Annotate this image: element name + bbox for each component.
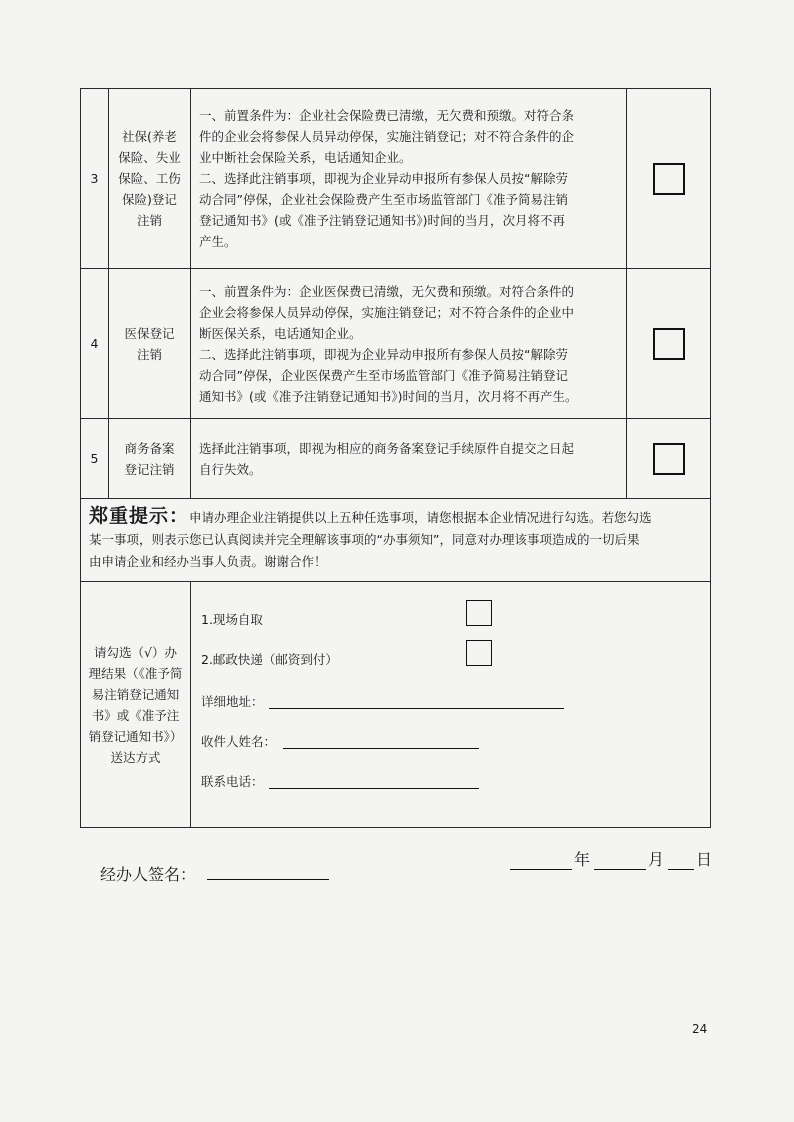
checkbox-cell — [627, 269, 711, 419]
table-row — [81, 419, 711, 499]
row-number: 3 — [81, 89, 109, 269]
day-label: 日 — [696, 850, 713, 869]
item-description: 一、前置条件为：企业医保费已清缴，无欠费和预缴。对符合条件的 企业会将参保人员异动停保，实施注销登记；对不符合条件的企业中 断医保关系，电话通知企业。 二、选择此注销事项，即视为企业异动申报所有参保人员按“解除劳 动合同”停保，企业医保费产生至市场监管部门《准予简易注销登记 通知书》(或《准予注销登记通知书》)时间的当月，次月将不再产生。 — [191, 269, 627, 419]
phone-input[interactable] — [269, 788, 479, 789]
delivery-method-label: 请勾选（√）办 理结果（《准予简 易注销登记通知 书》或《准予注 销登记通知书》） 送达方式 — [81, 582, 191, 828]
recipient-field — [201, 720, 702, 760]
deregistration-items-table — [80, 88, 711, 828]
pickup-option — [201, 600, 702, 636]
notice-text: 某一事项，则表示您已认真阅读并完全理解该事项的“办事须知”，同意对办理该事项造成的一切后果 — [89, 532, 640, 547]
pickup-checkbox[interactable] — [466, 600, 492, 626]
address-label: 详细地址： — [201, 694, 264, 709]
item-name: 商务备案 登记注销 — [109, 419, 191, 499]
address-field — [201, 680, 702, 720]
signature-label: 经办人签名： — [100, 865, 197, 884]
recipient-label: 收件人姓名： — [201, 734, 277, 749]
item-description: 选择此注销事项，即视为相应的商务备案登记手续原件自提交之日起 自行失效。 — [191, 419, 627, 499]
important-notice — [81, 499, 711, 582]
month-label: 月 — [648, 850, 665, 869]
checkbox-cell — [627, 419, 711, 499]
phone-label: 联系电话： — [201, 774, 264, 789]
delivery-row — [81, 582, 711, 828]
commerce-filing-checkbox[interactable] — [653, 443, 685, 475]
recipient-input[interactable] — [283, 748, 479, 749]
item-name: 医保登记 注销 — [109, 269, 191, 419]
phone-field — [201, 760, 702, 800]
table-row — [81, 269, 711, 419]
address-input[interactable] — [269, 708, 564, 709]
notice-text: 由申请企业和经办当事人负责。谢谢合作！ — [89, 554, 327, 569]
post-checkbox[interactable] — [466, 640, 492, 666]
table-row — [81, 89, 711, 269]
item-description: 一、前置条件为：企业社会保险费已清缴，无欠费和预缴。对符合条 件的企业会将参保人员异动停保，实施注销登记；对不符合条件的企 业中断社会保险关系，电话通知企业。 二、选择此注销事项，即视为企业异动申报所有参保人员按“解除劳 动合同”停保，企业社会保险费产生至市场监管部门《准予简易注销 登记通知书》(或《准予注销登记通知书》)时间的当月，次月将不再 产生。 — [191, 89, 627, 269]
checkbox-cell — [627, 89, 711, 269]
social-insurance-checkbox[interactable] — [653, 163, 685, 195]
row-number: 4 — [81, 269, 109, 419]
post-option — [201, 640, 702, 676]
day-input[interactable] — [668, 869, 694, 870]
notice-row — [81, 499, 711, 582]
medical-insurance-checkbox[interactable] — [653, 328, 685, 360]
month-input[interactable] — [594, 869, 646, 870]
year-input[interactable] — [510, 869, 572, 870]
page-number: 24 — [692, 1022, 708, 1036]
post-label: 2.邮政快递（邮资到付） — [201, 652, 338, 667]
notice-text: 申请办理企业注销提供以上五种任选事项，请您根据本企业情况进行勾选。若您勾选 — [189, 510, 652, 525]
pickup-label: 1.现场自取 — [201, 612, 263, 627]
signature-input[interactable] — [207, 879, 329, 880]
item-name: 社保(养老 保险、失业 保险、工伤 保险)登记 注销 — [109, 89, 191, 269]
notice-title: 郑重提示： — [89, 505, 190, 527]
delivery-options — [191, 582, 711, 828]
year-label: 年 — [574, 850, 591, 869]
row-number: 5 — [81, 419, 109, 499]
